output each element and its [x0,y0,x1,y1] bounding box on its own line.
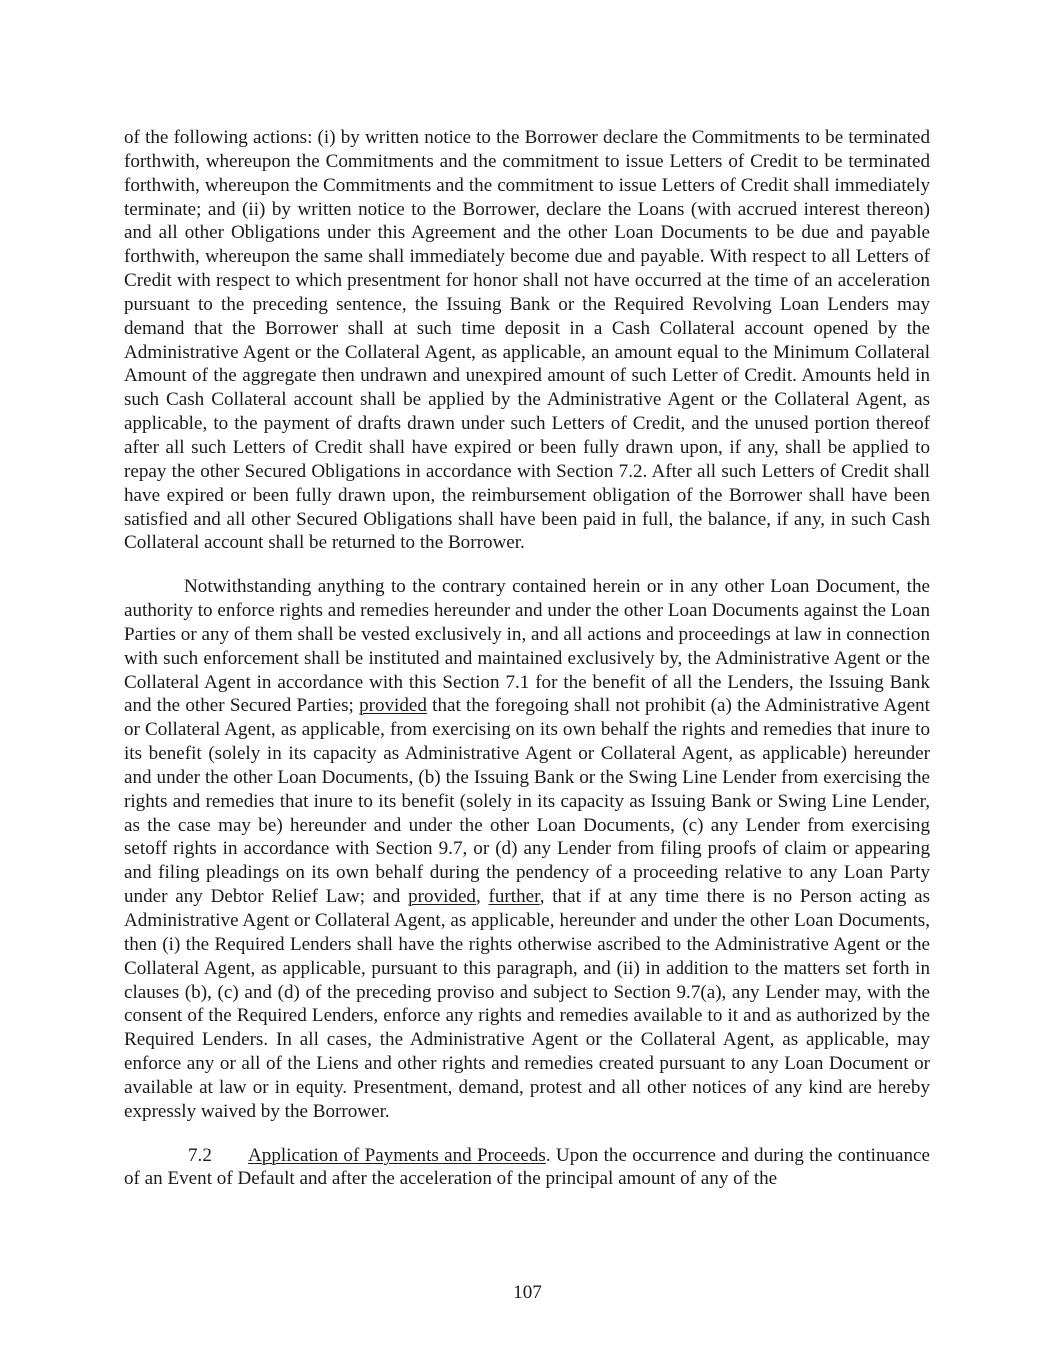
section-heading: Application of Payments and Proceeds [248,1144,546,1166]
paragraph-enforcement-authority [124,575,930,1123]
section-heading-period: . [545,1144,551,1166]
section-number: 7.2 [188,1144,212,1166]
paragraph2-part3: , that if at any time there is no Person acting as Administrative Agent or Collateral Agent, as applicable, hereunder and under the other Loan Documents, then (i) the Required Lenders shall have the rights otherwise ascribed to the Administrative Agent or the Collateral Agent, as applicable, pursuant to this paragraph, and (ii) in addition to the matters set forth in clauses (b), (c) and (d) of the preceding proviso and subject to Section 9.7(a), any Lender may, with the consent of the Required Lenders, enforce any rights and remedies available to it and as authorized by the Required Lenders. In all cases, the Administrative Agent or the Collateral Agent, as applicable, may enforce any or all of the Liens and other rights and remedies created pursuant to any Loan Document or available at law or in equity. Presentment, demand, protest and all other notices of any kind are hereby expressly waived by the Borrower. [124,886,930,1122]
provided-term: provided [359,695,427,717]
paragraph2-part1: Notwithstanding anything to the contrary contained herein or in any other Loan Document, the authority to enforce rights and remedies hereunder and under the other Loan Documents against the Loan Parties or any of them shall be vested exclusively in, and all actions and proceedings at law in connection with such enforcement shall be instituted and maintained exclusively by, the Administrative Agent or the Collateral Agent in accordance with this Section 7.1 for the benefit of all the Lenders, the Issuing Bank and the other Secured Parties; [124,576,930,717]
paragraph2-comma: , [475,886,489,908]
section-7-2-text: Upon the occurrence and during the continuance of an Event of Default and after the acceleration of the principal amount of any of the [124,1144,931,1190]
provided-term-second: provided [408,886,476,908]
paragraph2-part2: that the foregoing shall not prohibit (a) the Administrative Agent or Collateral Agent, as applicable, from exercising on its own behalf the rights and remedies that inure to its benefit (solely in its capacity as Administrative Agent or Collateral Agent, as applicable) hereunder and under the other Loan Documents, (b) the Issuing Bank or the Swing Line Lender from exercising the rights and remedies that inure to its benefit (solely in its capacity as Issuing Bank or Swing Line Lender, as the case may be) hereunder and under the other Loan Documents, (c) any Lender from exercising setoff rights in accordance with Section 9.7, or (d) any Lender from filing proofs of claim or appearing and filing pleadings on its own behalf during the pendency of a proceeding relative to any Loan Party under any Debtor Relief Law; and [124,695,930,908]
further-term: further [488,886,540,908]
page-number: 107 [513,1282,542,1303]
section-7-2-paragraph [124,1144,930,1192]
paragraph-acceleration-remedies: of the following actions: (i) by written notice to the Borrower declare the Commitments to be terminated forthwith, whereupon the Commitments and the commitment to issue Letters of Credit to be terminated forthwith, whereupon the Commitments and the commitment to issue Letters of Credit shall immediately terminate; and (ii) by written notice to the Borrower, declare the Loans (with accrued interest thereon) and all other Obligations under this Agreement and the other Loan Documents to be due and payable forthwith, whereupon the same shall immediately become due and payable. With respect to all Letters of Credit with respect to which presentment for honor shall not have occurred at the time of an acceleration pursuant to the preceding sentence, the Issuing Bank or the Required Revolving Loan Lenders may demand that the Borrower shall at such time deposit in a Cash Collateral account opened by the Administrative Agent or the Collateral Agent, as applicable, an amount equal to the Minimum Collateral Amount of the aggregate then undrawn and unexpired amount of such Letter of Credit. Amounts held in such Cash Collateral account shall be applied by the Administrative Agent or the Collateral Agent, as applicable, to the payment of drafts drawn under such Letters of Credit, and the unused portion thereof after all such Letters of Credit shall have expired or been fully drawn upon, if any, shall be applied to repay the other Secured Obligations in accordance with Section 7.2. After all such Letters of Credit shall have expired or been fully drawn upon, the reimbursement obligation of the Borrower shall have been satisfied and all other Secured Obligations shall have been paid in full, the balance, if any, in such Cash Collateral account shall be returned to the Borrower. [124,127,930,554]
document-page [124,126,930,1191]
